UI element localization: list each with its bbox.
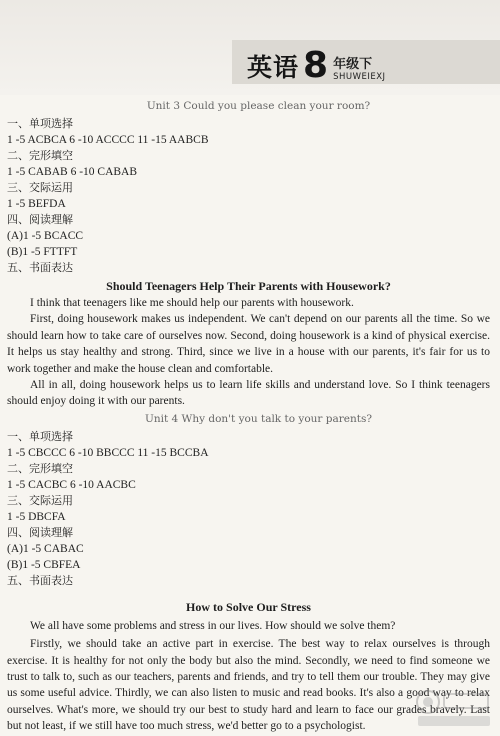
unit-heading: Unit 3 Could you please clean your room? [146, 100, 371, 112]
section-label: 一、单项选择 [7, 117, 73, 130]
section-label: 五、书面表达 [7, 573, 73, 587]
answer-line: 1 -5 CABAB 6 -10 CABAB [7, 166, 138, 178]
essay-paragraph: Firstly, we should take an active part in exercise. The best way to relax ourselves is through exercise. It is healthy for not only the body but also the mind. Secondly, we need to find someone we trust to talk to, such as our teachers, parents and friends, and try to tell them our trouble. They may give us some useful advice. Thirdly, we can also listen to music and read books. It's also a good way to relax ourselves. What's more, we should try our best to study hard and learn to face our grades bravely. Last but not least, if we still have too much stress, we'd better go to a psychologist. [7, 638, 490, 733]
unit-heading: Unit 4 Why don't you talk to your parents? [145, 412, 372, 425]
section-label: 三、交际运用 [7, 493, 73, 507]
essay-paragraph: All in all, doing housework helps us to learn life skills and understand love. So I think teenagers should enjoy doing it with our parents. [7, 379, 490, 408]
answer-line: (A)1 -5 CABAC [7, 542, 84, 555]
subject-title: 英语 [247, 53, 300, 82]
essay-title: Should Teenagers Help Their Parents with Housework? [106, 279, 391, 293]
answer-line: (B)1 -5 CBFEA [7, 558, 81, 571]
section-label: 二、完形填空 [7, 149, 73, 162]
answer-content [7, 97, 490, 735]
essay-paragraph: I think that teenagers like me should help our parents with housework. [30, 297, 354, 309]
essay-title: How to Solve Our Stress [186, 599, 311, 614]
answer-line: 1 -5 DBCFA [7, 510, 66, 523]
book-title [247, 44, 386, 84]
grade-number: 8 [303, 45, 329, 86]
section-label: 二、完形填空 [7, 461, 73, 475]
section-label: 四、阅读理解 [7, 525, 73, 539]
grade-box [333, 57, 386, 84]
section-label: 一、单项选择 [7, 429, 73, 443]
watermark-stamp [414, 688, 494, 730]
section-label: 四、阅读理解 [7, 213, 73, 226]
answer-line: 1 -5 CBCCC 6 -10 BBCCC 11 -15 BCCBA [7, 446, 209, 459]
section-label: 三、交际运用 [7, 181, 73, 194]
grade-label: 年级下 [333, 57, 373, 72]
answer-line: (B)1 -5 FTTFT [7, 246, 78, 258]
answer-line: 1 -5 ACBCA 6 -10 ACCCC 11 -15 AABCB [7, 134, 209, 146]
essay-paragraph: First, doing housework makes us independent. We can't depend on our parents all the time. So we should learn how to take care of ourselves now. Second, doing housework is a kind of physical exercise. It helps us stay healthy and strong. Third, since we live in a house with our parents, it's fair for us to work together and make the house clean and comfortable. [7, 313, 490, 375]
brand-text: SHUWEIEXJ [333, 72, 386, 82]
answer-line: 1 -5 CACBC 6 -10 AACBC [7, 478, 136, 491]
section-label: 五、书面表达 [7, 261, 73, 274]
answer-line: 1 -5 BEFDA [7, 198, 66, 210]
answer-line: (A)1 -5 BCACC [7, 230, 84, 242]
essay-paragraph: We all have some problems and stress in our lives. How should we solve them? [30, 619, 396, 632]
